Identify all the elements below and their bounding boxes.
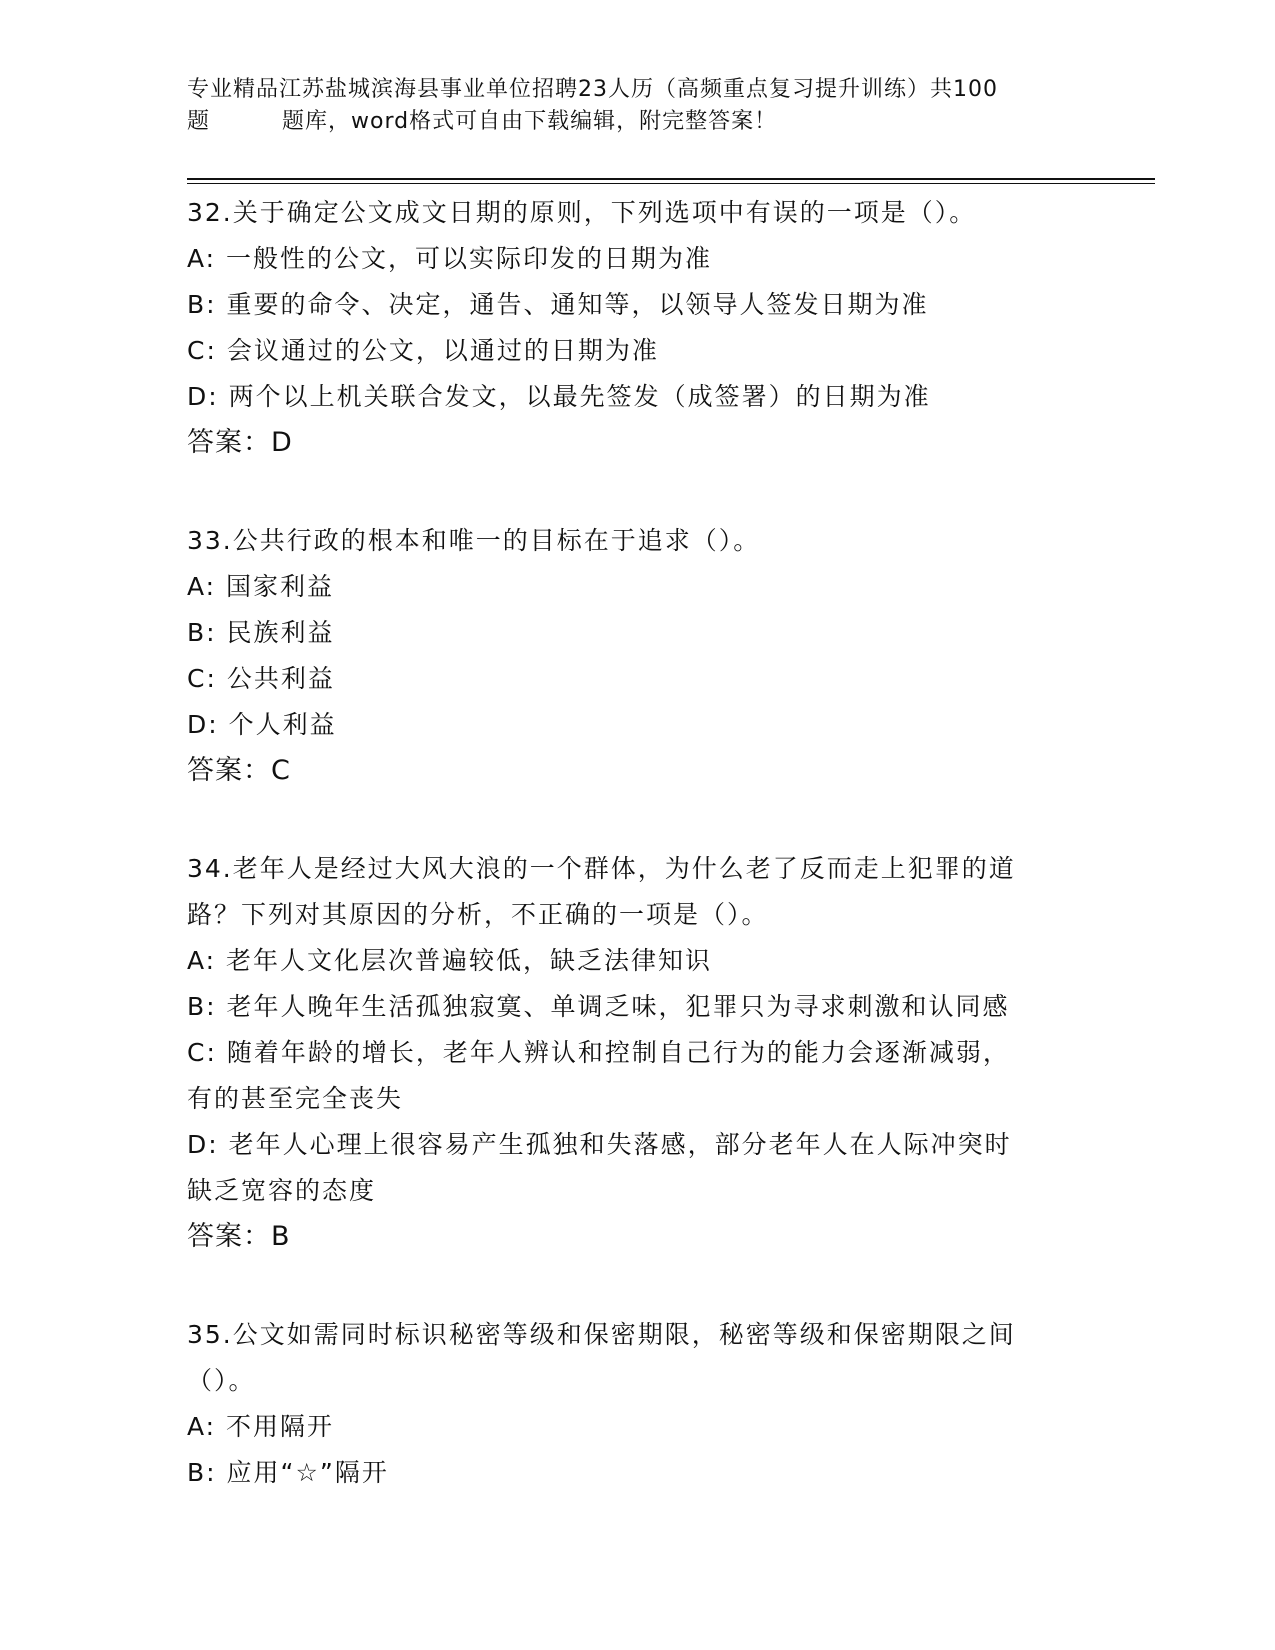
- option-d: D: 老年人心理上很容易产生孤独和失落感，部分老年人在人际冲突时: [187, 1130, 1012, 1159]
- question-35: [187, 1312, 1087, 1496]
- option-c: C: 会议通过的公文，以通过的日期为准: [187, 336, 659, 365]
- header-line-2: [187, 106, 1067, 138]
- question-stem-line-2: （）。: [187, 1366, 256, 1395]
- option-b: B: 应用“☆”隔开: [187, 1458, 389, 1487]
- question-32: [187, 190, 1087, 466]
- header-line-2-head: 题: [187, 109, 211, 134]
- question-stem-line-1: 35.公文如需同时标识秘密等级和保密期限，秘密等级和保密期限之间: [187, 1320, 1016, 1349]
- question-stem-line-1: 34.老年人是经过大风大浪的一个群体，为什么老了反而走上犯罪的道: [187, 854, 1016, 883]
- option-a: A: 不用隔开: [187, 1412, 335, 1441]
- option-a: A: 国家利益: [187, 572, 335, 601]
- option-d: D: 个人利益: [187, 710, 337, 739]
- answer-line: 答案：B: [187, 1221, 291, 1252]
- question-stem-line-2: 路？下列对其原因的分析，不正确的一项是（）。: [187, 900, 769, 929]
- question-stem: 33.公共行政的根本和唯一的目标在于追求（）。: [187, 526, 761, 555]
- option-b: B: 民族利益: [187, 618, 335, 647]
- header-divider-thin: [187, 183, 1155, 184]
- header-line-1: 专业精品江苏盐城滨海县事业单位招聘23人历（高频重点复习提升训练）共100: [187, 77, 998, 102]
- question-34: [187, 846, 1087, 1260]
- option-d: D: 两个以上机关联合发文，以最先签发（成签署）的日期为准: [187, 382, 931, 411]
- question-stem: 32.关于确定公文成文日期的原则，下列选项中有误的一项是（）。: [187, 198, 977, 227]
- option-b: B: 老年人晚年生活孤独寂寞、单调乏味，犯罪只为寻求刺激和认同感: [187, 992, 1010, 1021]
- header-divider-thick: [187, 178, 1155, 180]
- question-list: [187, 190, 1087, 1548]
- option-b: B: 重要的命令、决定，通告、通知等，以领导人签发日期为准: [187, 290, 929, 319]
- question-33: [187, 518, 1087, 794]
- header-line-2-tail: 题库，word格式可自由下载编辑，附完整答案！: [282, 109, 778, 134]
- document-header: [187, 74, 1067, 138]
- option-a: A: 一般性的公文，可以实际印发的日期为准: [187, 244, 713, 273]
- option-c: C: 公共利益: [187, 664, 335, 693]
- option-c: C: 随着年龄的增长，老年人辨认和控制自己行为的能力会逐渐减弱，: [187, 1038, 1010, 1067]
- answer-line: 答案：D: [187, 427, 293, 458]
- option-c-continued: 有的甚至完全丧失: [187, 1084, 404, 1113]
- option-d-continued: 缺乏宽容的态度: [187, 1176, 377, 1205]
- option-a: A: 老年人文化层次普遍较低，缺乏法律知识: [187, 946, 713, 975]
- answer-line: 答案：C: [187, 755, 291, 786]
